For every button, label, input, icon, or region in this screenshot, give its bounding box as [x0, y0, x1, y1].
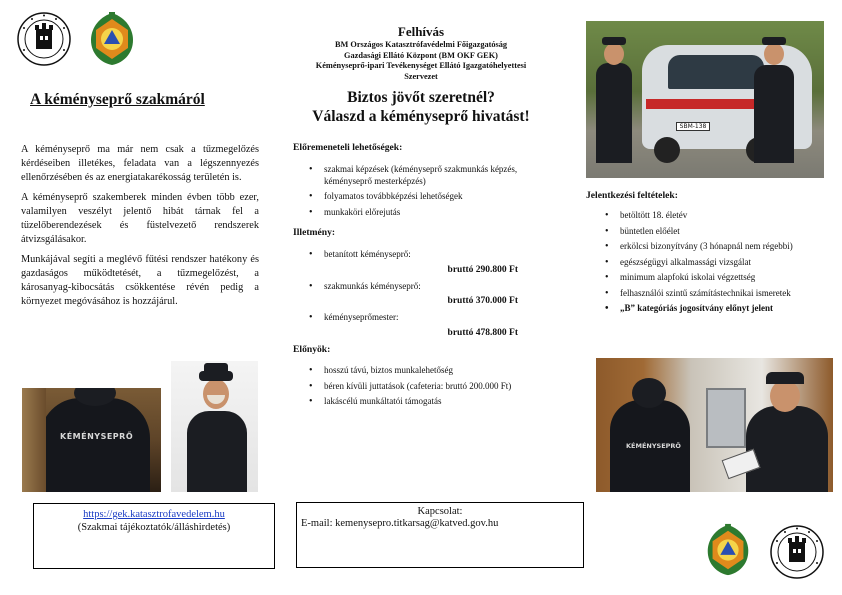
list-item: • hosszú távú, biztos munkalehetőség [306, 365, 556, 377]
benefits-title: Előnyök: [293, 344, 331, 355]
disaster-management-emblem-bottom [700, 522, 756, 578]
contact-box [296, 502, 584, 568]
slogan-2: Válaszd a kéményseprő hivatást! [312, 108, 530, 125]
website-link[interactable]: https://gek.katasztrofavedelem.hu [83, 509, 225, 520]
list-item: • folyamatos továbbképzési lehetőségek [306, 191, 546, 203]
salary-role: • szakmunkás kéményseprő: [306, 281, 522, 293]
org-line-1: BM Országos Katasztrófavédelmi Főigazgatóság [334, 40, 508, 49]
list-item: • lakáscélú munkáltatói támogatás [306, 396, 556, 408]
advancement-title: Előremeneteli lehetőségek: [293, 142, 403, 153]
contact-title: Kapcsolat: [417, 506, 463, 517]
list-item: • munkaköri előrejutás [306, 207, 546, 219]
license-plate: SBM-138 [676, 122, 710, 131]
guild-seal-logo [16, 11, 72, 67]
list-item: • erkölcsi bizonyítvány (3 hónapnál nem régebbi) [602, 241, 830, 253]
list-item: • felhasználói szintű számítástechnikai ismeretek [602, 288, 830, 300]
salary-list [306, 249, 522, 344]
list-item: • büntetlen előélet [602, 226, 830, 238]
slogan-1: Biztos jövőt szeretnél? [347, 89, 495, 106]
advancement-list [306, 164, 546, 222]
center-header [286, 24, 556, 126]
salary-amount: bruttó 290.800 Ft [447, 264, 518, 275]
requirements-list [602, 210, 830, 319]
list-item: • szakmai képzések (kéményseprő szakmunkás képzés, kéményseprő mesterképzés) [306, 164, 546, 187]
org-line-2: Gazdasági Ellátó Központ (BM OKF GEK) [344, 50, 498, 60]
list-item: • egészségügyi alkalmassági vizsgálat [602, 257, 830, 269]
disaster-management-emblem [83, 10, 141, 68]
jacket-text: KÉMÉNYSEPRŐ [60, 432, 134, 441]
salary-role: • betanított kéményseprő: [306, 249, 522, 261]
website-note: (Szakmai tájékoztatók/álláshirdetés) [77, 522, 231, 533]
list-item: • béren kívüli juttatások (cafeteria: bruttó 200.000 Ft) [306, 381, 556, 393]
guild-seal-logo-bottom [769, 524, 825, 580]
photo-van [586, 21, 824, 178]
left-title: A kéményseprő szakmáról [30, 91, 205, 108]
org-line-3: Kéményseprő-ipari Tevékenységet Ellátó Igazgatóhelyettesi [315, 61, 527, 70]
paragraph-3: Munkájával segíti a meglévő fűtési rendszer hatékony és gazdaságos működtetését, a tűzmegelőzést, a károsanyag-kibocsátás csökkentése révén pedig a környezet megóvásához is hozzájárul. [21, 254, 259, 307]
left-body [21, 143, 259, 315]
contact-email: E-mail: kemenysepro.titkarsag@katved.gov.hu [301, 518, 499, 529]
paragraph-2: A kéményseprő szakemberek minden évben több ezer, valamilyen veszélyt jelentő hibát tárnak fel a tüzelőberendezések és füstelvezető rendszerek átvizsgálásakor. [21, 192, 259, 245]
website-box [33, 503, 275, 569]
photo-sweep-portrait [171, 361, 258, 492]
requirements-title: Jelentkezési feltételek: [586, 190, 678, 201]
salary-amount: bruttó 370.000 Ft [447, 296, 518, 306]
paragraph-1: A kéményseprő ma már nem csak a tűzmegelőzés kérdéseiben illetékes, feladata van a légszennyezés ellenőrzésében és az energiatakarékosság területén is. [21, 144, 259, 183]
photo-inspection [596, 358, 833, 492]
call-heading: Felhívás [397, 24, 445, 39]
salary-title: Illetmény: [293, 227, 336, 238]
photo-sweep-back [22, 388, 161, 492]
salary-amount: bruttó 478.800 Ft [447, 327, 518, 338]
list-item: • „B” kategóriás jogosítvány előnyt jelent [602, 303, 830, 315]
jacket-text-inspection: KÉMÉNYSEPRŐ [626, 442, 681, 450]
list-item: • minimum alapfokú iskolai végzettség [602, 272, 830, 284]
salary-role: • kéményseprőmester: [306, 312, 522, 324]
org-line-4: Szervezet [404, 71, 438, 81]
list-item: • betöltött 18. életév [602, 210, 830, 222]
benefits-list [306, 365, 556, 412]
